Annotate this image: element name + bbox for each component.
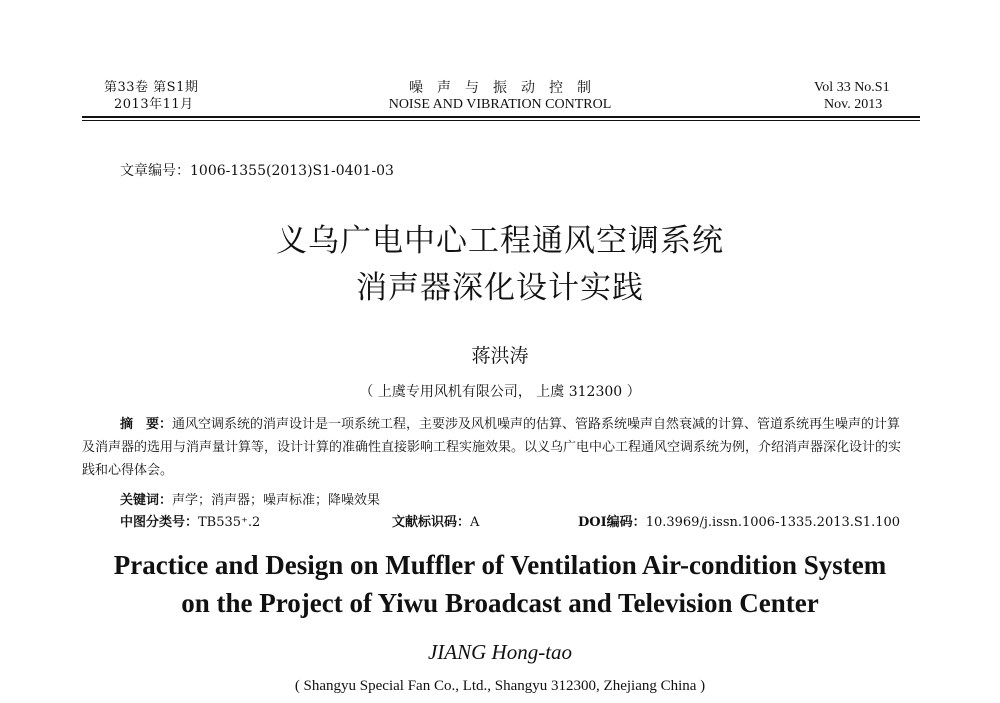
abstract-label: 摘 要： <box>120 417 173 432</box>
doi-label: DOI编码： <box>578 515 646 530</box>
journal-date-en: Nov. 2013 <box>824 97 883 112</box>
affiliation-en: ( Shangyu Special Fan Co., Ltd., Shangyu 312300, Zhejiang China ) <box>294 678 706 694</box>
keywords-text: 声学；消声器；噪声标准；降噪效果 <box>172 493 381 508</box>
doc-code-label: 文献标识码： <box>392 515 471 530</box>
keywords <box>120 489 380 508</box>
affiliation-cn: （ 上虞专用风机有限公司， 上虞 312300 ） <box>359 384 641 400</box>
journal-name-cn: 噪 声 与 振 动 控 制 <box>409 80 591 96</box>
title-en-line2: on the Project of Yiwu Broadcast and Television Center <box>181 588 819 618</box>
author-cn: 蒋洪涛 <box>471 345 529 367</box>
abstract <box>82 413 902 482</box>
document-code <box>392 511 479 530</box>
journal-volume-en: Vol 33 No.S1 <box>814 80 890 95</box>
doi <box>578 511 900 530</box>
keywords-label: 关键词： <box>120 493 173 508</box>
clc-label: 中图分类号： <box>120 515 199 530</box>
clc-value: TB535⁺.2 <box>198 515 261 530</box>
title-cn-line2: 消声器深化设计实践 <box>356 270 644 306</box>
header-rule-thick <box>82 116 920 118</box>
abstract-text: 通风空调系统的消声设计是一项系统工程，主要涉及风机噪声的估算、管路系统噪声自然衰减的计算、管道系统再生噪声的计算及消声器的选用与消声量计算等，设计计算的准确性直接影响工程实施效果。以义乌广电中心工程通风空调系统为例，介绍消声器深化设计的实践和心得体会。 <box>82 417 902 478</box>
doi-value: 10.3969/j.issn.1006-1335.2013.S1.100 <box>645 515 901 530</box>
author-en: JIANG Hong-tao <box>427 640 573 664</box>
doc-code-value: A <box>470 515 480 530</box>
journal-volume-issue: 第33卷 第S1期 <box>104 80 199 95</box>
article-number: 文章编号：1006-1355(2013)S1-0401-03 <box>120 163 394 179</box>
journal-date-cn: 2013年11月 <box>114 97 194 112</box>
title-cn-line1: 义乌广电中心工程通风空调系统 <box>276 223 724 259</box>
header-rule-thin <box>82 120 920 121</box>
journal-name-en: NOISE AND VIBRATION CONTROL <box>388 97 612 112</box>
title-en-line1: Practice and Design on Muffler of Ventilation Air-condition System <box>113 550 887 580</box>
clc-number <box>120 511 260 530</box>
